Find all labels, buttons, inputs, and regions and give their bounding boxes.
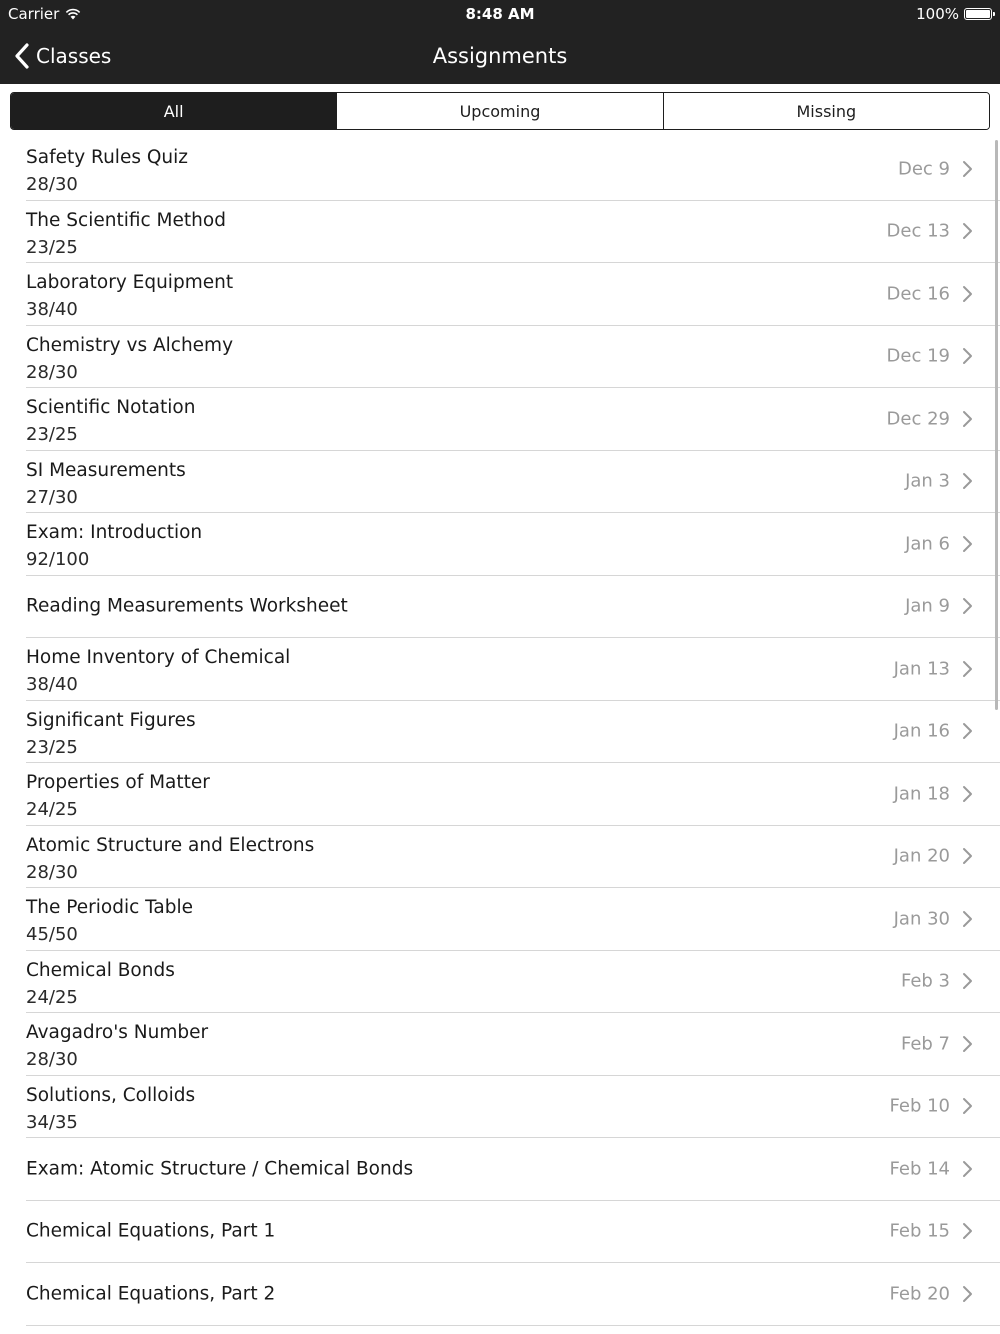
chevron-right-icon — [962, 785, 974, 803]
assignment-title: Chemistry vs Alchemy — [26, 334, 234, 356]
assignment-score: 38/40 — [26, 674, 78, 695]
assignment-row[interactable] — [26, 513, 1000, 576]
page-title: Assignments — [432, 44, 568, 68]
tab-all[interactable]: All — [11, 93, 336, 129]
chevron-right-icon — [962, 1160, 974, 1178]
assignment-title: Atomic Structure and Electrons — [26, 834, 315, 856]
assignment-due-date: Feb 7 — [900, 1033, 950, 1055]
chevron-right-icon — [962, 910, 974, 928]
assignment-title: Avagadro's Number — [26, 1022, 209, 1043]
battery-indicator — [916, 5, 992, 23]
carrier-label: Carrier — [8, 5, 60, 23]
assignment-row[interactable] — [26, 1013, 1000, 1076]
assignment-row[interactable] — [26, 951, 1000, 1014]
assignment-row[interactable] — [26, 638, 1000, 701]
assignment-title: Properties of Matter — [26, 772, 210, 793]
assignment-score: 24/25 — [26, 799, 78, 820]
assignment-row[interactable] — [26, 826, 1000, 889]
assignment-row[interactable] — [26, 576, 1000, 639]
chevron-right-icon — [962, 847, 974, 865]
tab-missing[interactable]: Missing — [663, 93, 989, 129]
assignment-row[interactable] — [26, 326, 1000, 389]
assignment-score: 38/40 — [26, 299, 78, 320]
battery-icon — [964, 8, 992, 20]
assignment-due-date: Jan 9 — [905, 595, 950, 617]
chevron-right-icon — [962, 1035, 974, 1053]
assignment-due-date: Jan 20 — [893, 845, 950, 867]
assignment-score: 23/25 — [26, 736, 78, 758]
chevron-right-icon — [962, 660, 974, 678]
assignment-title: Laboratory Equipment — [26, 272, 234, 293]
chevron-right-icon — [962, 160, 974, 178]
assignment-due-date: Jan 16 — [893, 720, 950, 742]
assignment-title: Solutions, Colloids — [26, 1084, 196, 1106]
assignment-score: 92/100 — [26, 549, 90, 570]
assignment-list — [0, 138, 1000, 1326]
assignment-due-date: Feb 10 — [889, 1095, 950, 1117]
assignment-title: Chemical Equations, Part 1 — [26, 1220, 276, 1242]
assignment-title: Chemical Equations, Part 2 — [26, 1283, 276, 1305]
assignment-due-date: Dec 19 — [886, 345, 950, 367]
assignment-title: The Periodic Table — [26, 897, 194, 918]
assignment-row[interactable] — [26, 763, 1000, 826]
battery-percent: 100% — [916, 5, 959, 23]
assignment-row[interactable] — [26, 451, 1000, 514]
navigation-bar — [0, 28, 1000, 84]
assignment-title: The Scientific Method — [26, 209, 226, 231]
assignment-row[interactable] — [26, 1076, 1000, 1139]
assignment-title: Exam: Introduction — [26, 522, 203, 543]
assignment-due-date: Jan 3 — [905, 470, 950, 492]
assignment-title: Chemical Bonds — [26, 959, 175, 981]
chevron-right-icon — [962, 972, 974, 990]
chevron-right-icon — [962, 1222, 974, 1240]
assignment-due-date: Jan 18 — [893, 783, 950, 805]
assignment-due-date: Feb 20 — [889, 1283, 950, 1305]
chevron-right-icon — [962, 222, 974, 240]
status-time: 8:48 AM — [465, 5, 535, 23]
assignment-due-date: Feb 15 — [889, 1220, 950, 1242]
assignment-title: Exam: Atomic Structure / Chemical Bonds — [26, 1158, 414, 1180]
assignment-score: 24/25 — [26, 986, 78, 1008]
chevron-right-icon — [962, 410, 974, 428]
assignment-row[interactable] — [26, 201, 1000, 264]
assignment-due-date: Feb 3 — [900, 970, 950, 992]
assignment-title: Significant Figures — [26, 709, 196, 731]
assignment-row[interactable] — [26, 138, 1000, 201]
assignment-due-date: Jan 6 — [905, 533, 950, 555]
assignment-row[interactable] — [26, 888, 1000, 951]
chevron-right-icon — [962, 597, 974, 615]
assignment-title: Safety Rules Quiz — [26, 147, 188, 168]
status-bar — [0, 0, 1000, 28]
tab-upcoming[interactable]: Upcoming — [336, 93, 662, 129]
assignment-title: Reading Measurements Worksheet — [26, 595, 348, 617]
assignment-due-date: Dec 9 — [897, 158, 950, 180]
assignment-score: 28/30 — [26, 174, 78, 195]
assignment-score: 23/25 — [26, 236, 78, 258]
assignment-title: Scientific Notation — [26, 397, 196, 418]
chevron-right-icon — [962, 285, 974, 303]
chevron-right-icon — [962, 1097, 974, 1115]
assignment-due-date: Dec 16 — [886, 283, 950, 305]
assignment-score: 28/30 — [26, 1049, 78, 1070]
chevron-right-icon — [962, 472, 974, 490]
assignment-title: Home Inventory of Chemical — [26, 647, 291, 668]
back-button-label: Classes — [36, 44, 112, 68]
assignment-score: 28/30 — [26, 361, 78, 383]
filter-segmented-control — [10, 92, 990, 130]
assignment-due-date: Dec 13 — [886, 220, 950, 242]
assignment-row[interactable] — [26, 701, 1000, 764]
assignment-due-date: Jan 30 — [893, 908, 950, 930]
chevron-right-icon — [962, 1285, 974, 1303]
chevron-right-icon — [962, 722, 974, 740]
assignment-due-date: Feb 14 — [889, 1158, 950, 1180]
assignment-due-date: Dec 29 — [886, 408, 950, 430]
assignment-score: 34/35 — [26, 1111, 78, 1133]
chevron-right-icon — [962, 535, 974, 553]
assignment-row[interactable] — [26, 1263, 1000, 1326]
assignment-score: 27/30 — [26, 486, 78, 508]
assignment-score: 28/30 — [26, 861, 78, 883]
assignment-row[interactable] — [26, 1201, 1000, 1264]
assignment-score: 45/50 — [26, 924, 78, 945]
assignment-row[interactable] — [26, 1138, 1000, 1201]
assignment-row[interactable] — [26, 388, 1000, 451]
assignment-row[interactable] — [26, 263, 1000, 326]
assignment-title: SI Measurements — [26, 459, 186, 481]
scroll-indicator — [995, 140, 998, 710]
chevron-right-icon — [962, 347, 974, 365]
assignment-score: 23/25 — [26, 424, 78, 445]
assignment-due-date: Jan 13 — [893, 658, 950, 680]
